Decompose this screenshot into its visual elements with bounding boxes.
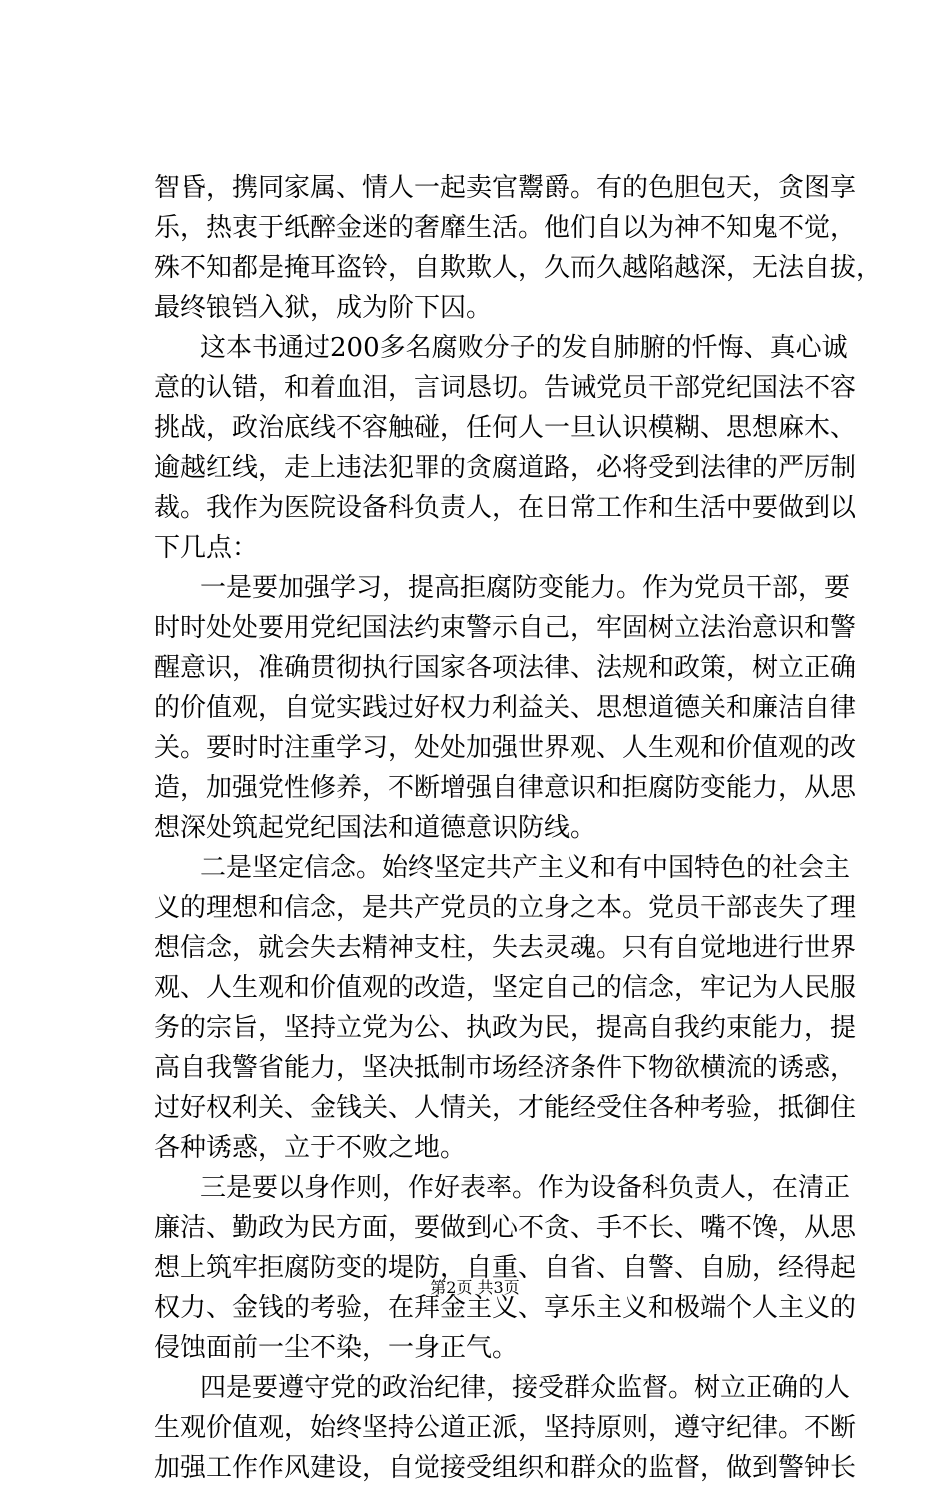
text-line: 生观价值观，始终坚持公道正派，坚持原则，遵守纪律。不断	[154, 1413, 857, 1443]
text-line: 高自我警省能力，坚决抵制市场经济条件下物欲横流的诱惑，	[154, 1053, 857, 1083]
text-line: 四是要遵守党的政治纪律，接受群众监督。树立正确的人	[200, 1373, 851, 1403]
text-line: 侵蚀面前一尘不染，一身正气。	[154, 1333, 519, 1363]
text-line: 观、人生观和价值观的改造，坚定自己的信念，牢记为人民服	[154, 973, 857, 1003]
text-line: 一是要加强学习，提高拒腐防变能力。作为党员干部，要	[200, 573, 851, 603]
paragraph	[154, 328, 857, 568]
text-line: 挑战，政治底线不容触碰，任何人一旦认识模糊、思想麻木、	[154, 413, 857, 443]
paragraph	[154, 568, 857, 848]
text-line: 智昏，携同家属、情人一起卖官鬻爵。有的色胆包天，贪图享	[154, 173, 857, 203]
text-line: 各种诱惑，立于不败之地。	[154, 1133, 467, 1163]
text-line: 的价值观，自觉实践过好权力利益关、思想道德关和廉洁自律	[154, 693, 857, 723]
text-line: 二是坚定信念。始终坚定共产主义和有中国特色的社会主	[200, 853, 851, 883]
text-line: 廉洁、勤政为民方面，要做到心不贪、手不长、嘴不馋，从思	[154, 1213, 857, 1243]
text-line: 逾越红线，走上违法犯罪的贪腐道路，必将受到法律的严厉制	[154, 453, 857, 483]
text-line: 最终锒铛入狱，成为阶下囚。	[154, 293, 493, 323]
text-line: 下几点：	[154, 533, 259, 563]
text-line: 过好权利关、金钱关、人情关，才能经受住各种考验，抵御住	[154, 1093, 857, 1123]
paragraph	[154, 1368, 857, 1488]
text-line: 想上筑牢拒腐防变的堤防，自重、自省、自警、自励，经得起	[154, 1253, 857, 1283]
paragraph	[154, 168, 883, 328]
text-line: 义的理想和信念，是共产党员的立身之本。党员干部丧失了理	[154, 893, 857, 923]
paragraph	[154, 848, 857, 1168]
text-line: 务的宗旨，坚持立党为公、执政为民，提高自我约束能力，提	[154, 1013, 857, 1043]
text-line: 醒意识，准确贯彻执行国家各项法律、法规和政策，树立正确	[154, 653, 857, 683]
paragraph	[154, 1168, 857, 1368]
text-line: 想信念，就会失去精神支柱，失去灵魂。只有自觉地进行世界	[154, 933, 857, 963]
text-line: 裁。我作为医院设备科负责人，在日常工作和生活中要做到以	[154, 493, 857, 523]
text-line: 加强工作作风建设，自觉接受组织和群众的监督，做到警钟长	[154, 1453, 857, 1483]
text-line: 意的认错，和着血泪，言词恳切。告诫党员干部党纪国法不容	[154, 373, 857, 403]
text-line: 想深处筑起党纪国法和道德意识防线。	[154, 813, 597, 843]
text-line: 权力、金钱的考验，在拜金主义、享乐主义和极端个人主义的	[154, 1293, 857, 1323]
page-footer: 第2页 共3页	[430, 1278, 520, 1297]
text-line: 关。要时时注重学习，处处加强世界观、人生观和价值观的改	[154, 733, 857, 763]
text-line: 三是要以身作则，作好表率。作为设备科负责人，在清正	[200, 1173, 851, 1203]
text-line: 殊不知都是掩耳盗铃，自欺欺人，久而久越陷越深，无法自拔，	[154, 253, 883, 283]
text-line: 这本书通过200多名腐败分子的发自肺腑的忏悔、真心诚	[200, 333, 848, 363]
text-line: 时时处处要用党纪国法约束警示自己，牢固树立法治意识和警	[154, 613, 857, 643]
text-line: 造，加强党性修养，不断增强自律意识和拒腐防变能力，从思	[154, 773, 857, 803]
text-line: 乐，热衷于纸醉金迷的奢靡生活。他们自以为神不知鬼不觉，	[154, 213, 857, 243]
